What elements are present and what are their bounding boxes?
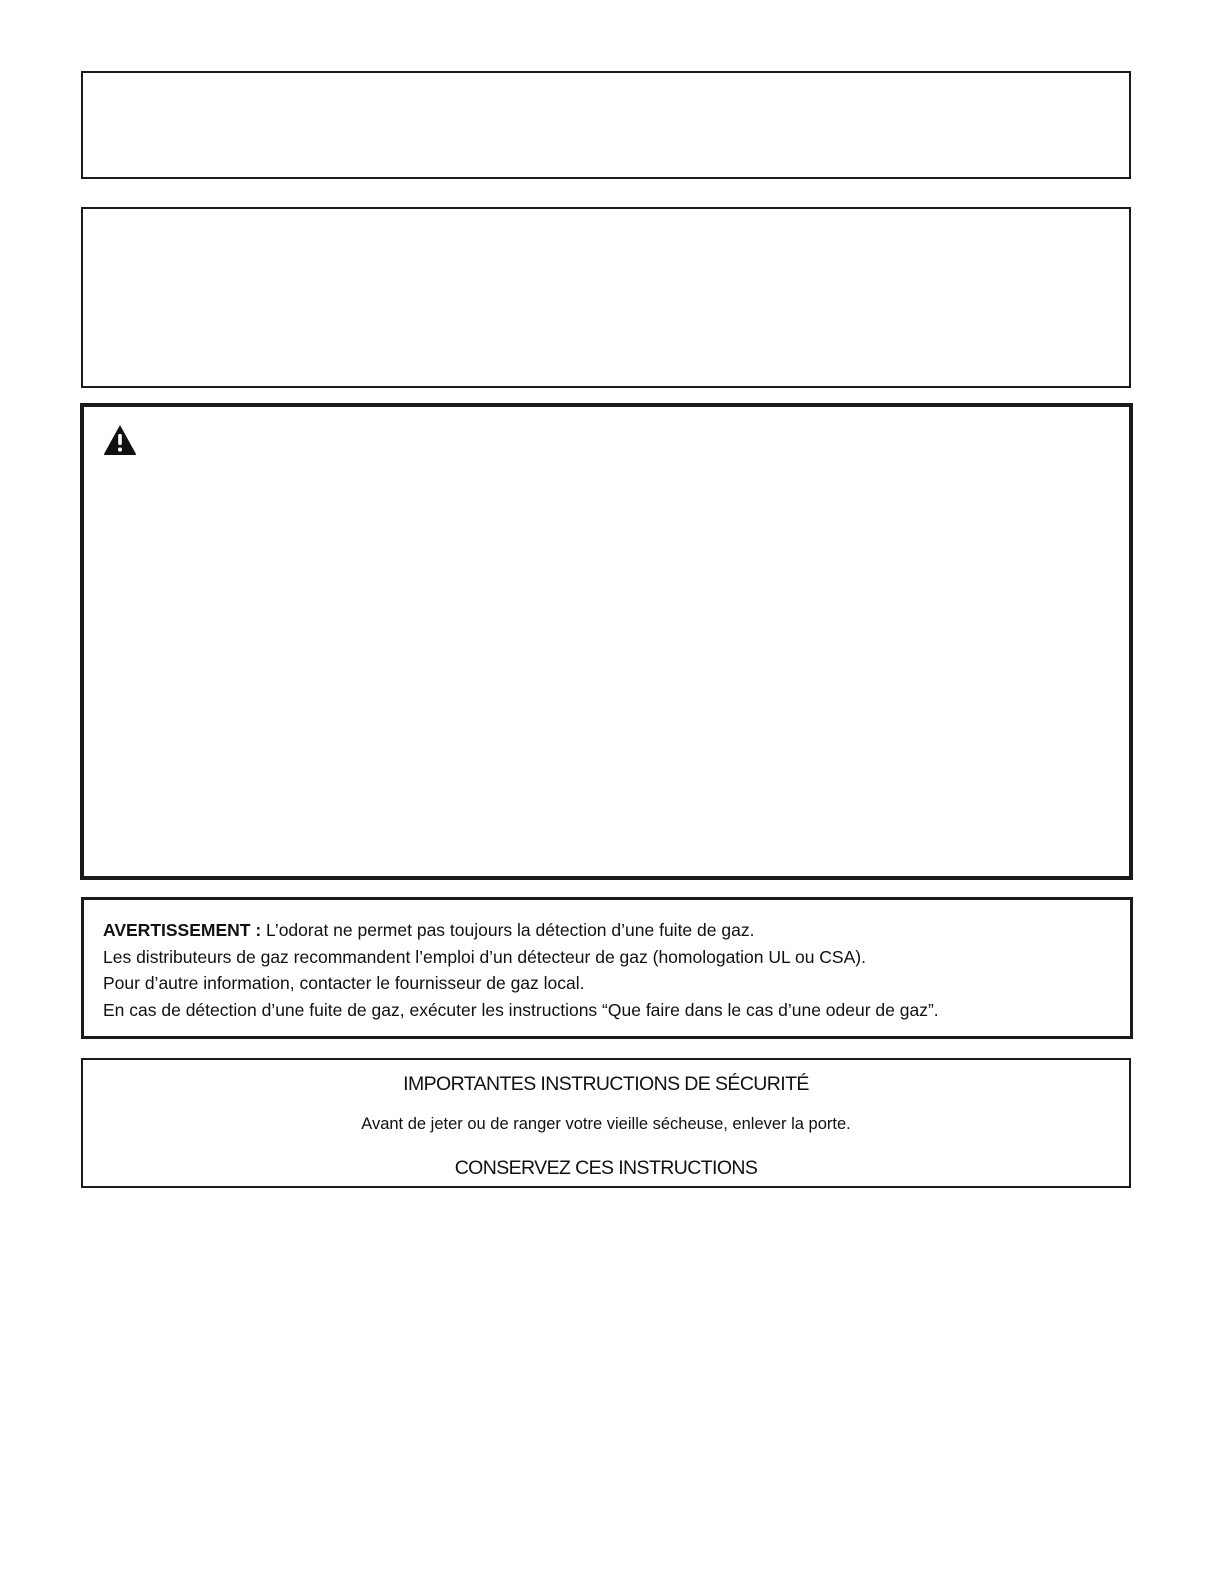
gas-warning-text bbox=[103, 917, 1118, 1023]
warning-label: AVERTISSEMENT : bbox=[103, 920, 262, 940]
save-instructions-footer: CONSERVEZ CES INSTRUCTIONS bbox=[454, 1157, 758, 1179]
danger-warning-box bbox=[80, 403, 1133, 880]
gas-warning-line-2: Les distributeurs de gaz recommandent l’emploi d’un détecteur de gaz (homologation UL ou CSA). bbox=[103, 946, 866, 967]
gas-warning-line-1-text: L’odorat ne permet pas toujours la détection d’une fuite de gaz. bbox=[266, 920, 755, 940]
gas-warning-line-4: En cas de détection d’une fuite de gaz, exécuter les instructions “Que faire dans le cas d’une odeur de gaz”. bbox=[103, 999, 939, 1020]
gas-detector-warning-box bbox=[81, 897, 1133, 1039]
gas-warning-line-1 bbox=[103, 917, 1118, 944]
safety-instructions-box bbox=[81, 1058, 1131, 1188]
empty-notice-box-top bbox=[81, 71, 1131, 179]
empty-notice-box-middle bbox=[81, 207, 1131, 388]
warning-triangle-icon bbox=[103, 424, 137, 456]
safety-instructions-title: IMPORTANTES INSTRUCTIONS DE SÉCURITÉ bbox=[403, 1073, 809, 1095]
safety-instructions-text: Avant de jeter ou de ranger votre vieille sécheuse, enlever la porte. bbox=[361, 1115, 851, 1133]
gas-warning-line-3: Pour d’autre information, contacter le fournisseur de gaz local. bbox=[103, 973, 585, 993]
